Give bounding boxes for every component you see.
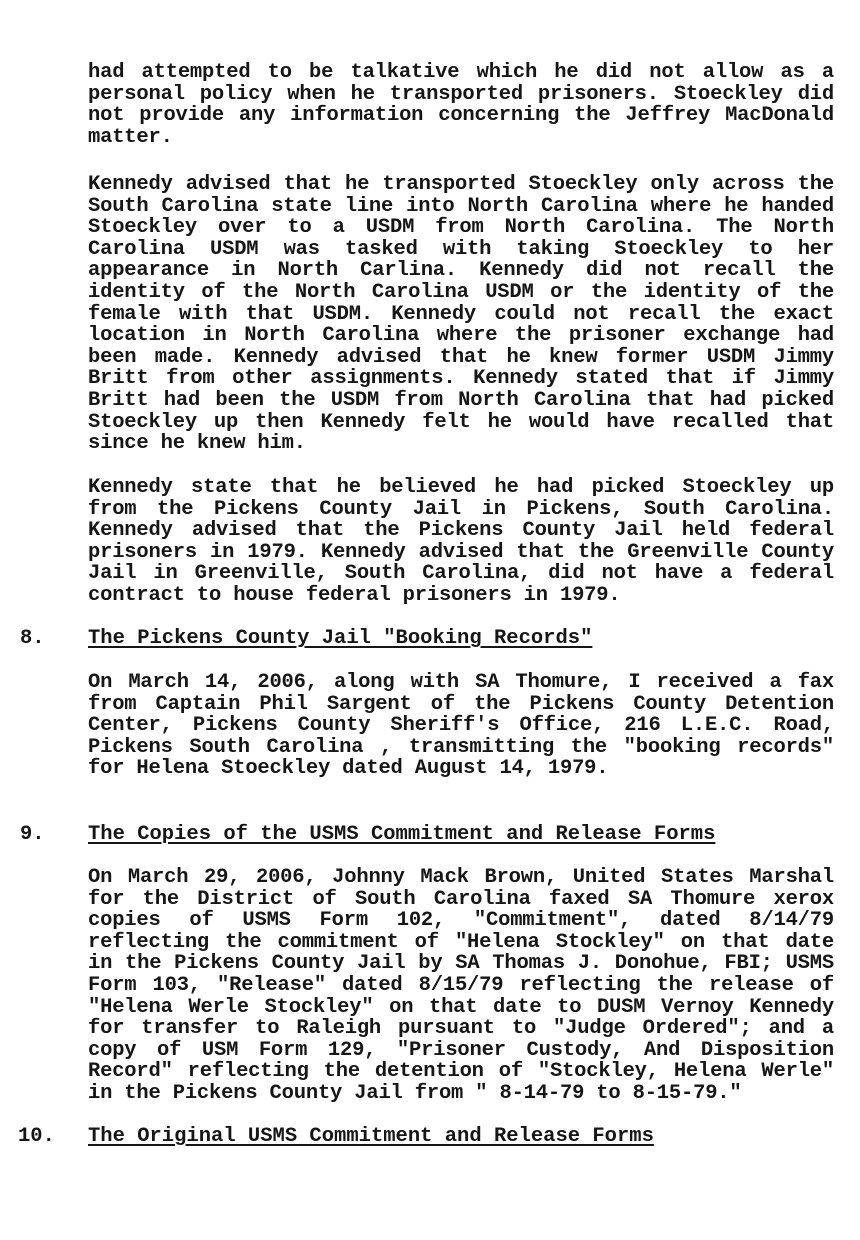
paragraph-pickens-jail: Kennedy state that he believed he had picked Stoeckley up from the Pickens County Jail in Pickens, South Carolina. Kennedy advised that the Pickens County Jail held federal prisoners in 1979. Kennedy advised that the Greenville County Jail in Greenville, South Carolina, did not have a federal contract to house federal prisoners in 1979.: [88, 476, 834, 607]
section-title: The Original USMS Commitment and Release Forms: [88, 1125, 654, 1148]
section-9-body: On March 29, 2006, Johnny Mack Brown, United States Marshal for the District of South Carolina faxed SA Thomure xerox copies of USMS Form 102, "Commitment", dated 8/14/79 reflecting the commitment of "Helena Stockley" on that date in the Pickens County Jail by SA Thomas J. Donohue, FBI; USMS Form 103, "Release" dated 8/15/79 reflecting the release of "Helena Werle Stockley" on that date to DUSM Vernoy Kennedy for transfer to Raleigh pursuant to "Judge Ordered"; and a copy of USM Form 129, "Prisoner Custody, And Disposition Record" reflecting the detention of "Stockley, Helena Werle" in the Pickens County Jail from " 8-14-79 to 8-15-79.": [88, 866, 834, 1105]
section-number: 8.: [20, 627, 45, 650]
section-title: The Copies of the USMS Commitment and Release Forms: [88, 823, 716, 846]
section-number: 9.: [20, 823, 45, 846]
paragraph-talkative: had attempted to be talkative which he did not allow as a personal policy when he transported prisoners. Stoeckley did not provide any information concerning the Jeffrey MacDonald matter.: [88, 61, 834, 149]
paragraph-transport: Kennedy advised that he transported Stoeckley only across the South Carolina state line into North Carolina where he handed Stoeckley over to a USDM from North Carolina. The North Carolina USDM was tasked with taking Stoeckley to her appearance in North Carlina. Kennedy did not recall the identity of the North Carolina USDM or the identity of the female with that USDM. Kennedy could not recall the exact location in North Carolina where the prisoner exchange had been made. Kennedy advised that he knew former USDM Jimmy Britt from other assignments. Kennedy stated that if Jimmy Britt had been the USDM from North Carolina that had picked Stoeckley up then Kennedy felt he would have recalled that since he knew him.: [88, 173, 834, 456]
section-10-heading: [0, 1126, 860, 1150]
section-9-heading: [0, 824, 860, 848]
section-8-body: On March 14, 2006, along with SA Thomure, I received a fax from Captain Phil Sargent of the Pickens County Detention Center, Pickens County Sheriff's Office, 216 L.E.C. Road, Pickens South Carolina , transmitting the "booking records" for Helena Stoeckley dated August 14, 1979.: [88, 671, 834, 781]
section-number: 10.: [18, 1125, 55, 1148]
section-title: The Pickens County Jail "Booking Records": [88, 627, 593, 650]
section-8-heading: [0, 628, 860, 652]
